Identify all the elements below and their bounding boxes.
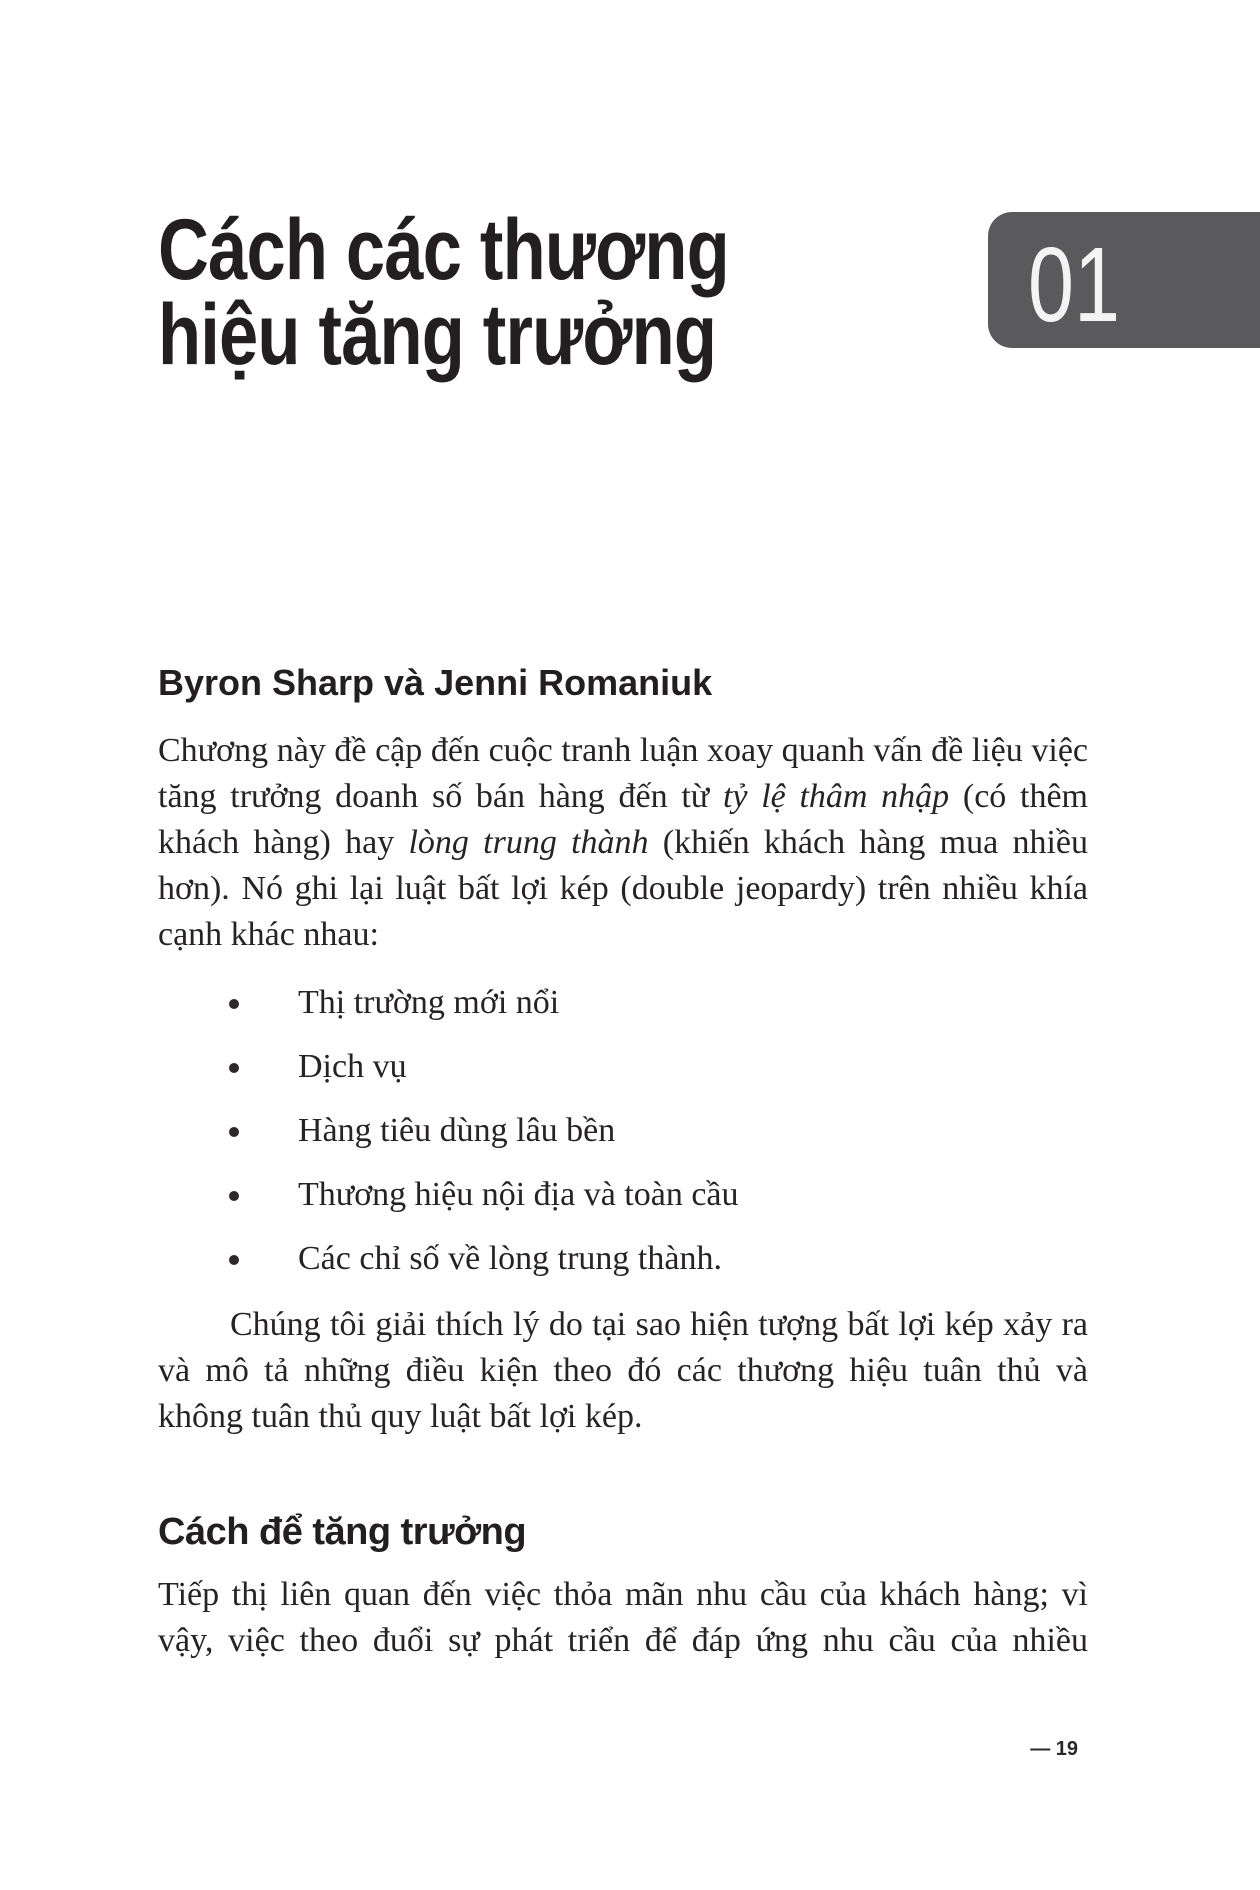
list-item xyxy=(158,1172,1088,1218)
list-item-label: Hàng tiêu dùng lâu bền xyxy=(298,1112,616,1149)
bullet-dot xyxy=(229,1191,239,1201)
bullet-dot xyxy=(229,999,239,1009)
page-number: — 19 xyxy=(1030,1738,1078,1760)
intro-italic-loyalty: lòng trung thành xyxy=(408,824,649,861)
list-item xyxy=(158,1044,1088,1090)
list-item xyxy=(158,980,1088,1026)
section-heading: Cách để tăng trưởng xyxy=(158,1511,527,1553)
section-body-paragraph: Tiếp thị liên quan đến việc thỏa mãn nhu cầu của khách hàng; vì vậy, việc theo đuổi sự phát triển để đáp ứng nhu cầu của nhiều xyxy=(158,1576,1088,1659)
chapter-number: 01 xyxy=(1028,226,1120,344)
bullet-dot xyxy=(229,1255,239,1265)
list-item xyxy=(158,1108,1088,1154)
chapter-title-line-1: Cách các thương xyxy=(158,202,729,298)
chapter-title-line-2: hiệu tăng trưởng xyxy=(158,287,717,383)
explanation-paragraph: Chúng tôi giải thích lý do tại sao hiện tượng bất lợi kép xảy ra và mô tả những điều kiện theo đó các thương hiệu tuân thủ và không tuân thủ quy luật bất lợi kép. xyxy=(158,1306,1088,1435)
intro-text-2: (có thêm khách hàng) hay xyxy=(158,778,1089,861)
list-item-label: Dịch vụ xyxy=(298,1048,407,1085)
intro-text-1: Chương này đề cập đến cuộc tranh luận xoay quanh vấn đề liệu việc tăng trưởng doanh số bán hàng đến từ xyxy=(158,732,1088,815)
list-item-label: Thị trường mới nổi xyxy=(298,984,560,1021)
list-item xyxy=(158,1236,1088,1282)
chapter-number-badge xyxy=(988,212,1260,348)
intro-paragraph xyxy=(158,728,1088,958)
jeopardy-aspects-list xyxy=(158,980,1088,1300)
list-item-label: Các chỉ số về lòng trung thành. xyxy=(298,1240,722,1277)
bullet-dot xyxy=(229,1127,239,1137)
list-item-label: Thương hiệu nội địa và toàn cầu xyxy=(298,1176,739,1213)
chapter-title xyxy=(158,202,729,383)
bullet-dot xyxy=(229,1063,239,1073)
intro-text-3: (khiến khách hàng mua nhiều hơn). Nó ghi lại luật bất lợi kép (double jeopardy) trên nhiều khía cạnh khác nhau: xyxy=(158,824,1088,953)
intro-italic-penetration: tỷ lệ thâm nhập xyxy=(722,778,950,815)
authors-line: Byron Sharp và Jenni Romaniuk xyxy=(158,662,713,703)
